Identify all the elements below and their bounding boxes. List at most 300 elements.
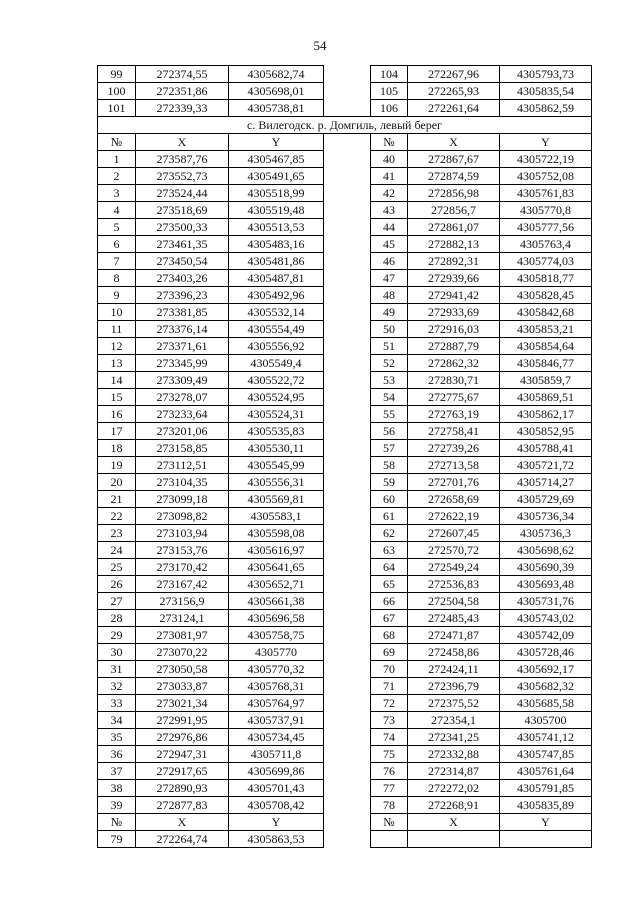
column-gap bbox=[324, 729, 371, 746]
x-coordinate-cell: 273278,07 bbox=[136, 389, 229, 406]
column-gap bbox=[324, 576, 371, 593]
x-coordinate-cell: 273524,44 bbox=[136, 185, 229, 202]
point-number-cell: 54 bbox=[371, 389, 408, 406]
table-row bbox=[98, 219, 592, 236]
x-coordinate-cell: 272272,02 bbox=[408, 780, 500, 797]
point-number-cell: 39 bbox=[98, 797, 136, 814]
x-coordinate-cell: 273587,76 bbox=[136, 151, 229, 168]
point-number-cell: 1 bbox=[98, 151, 136, 168]
x-coordinate-cell: 272374,55 bbox=[136, 66, 229, 83]
y-coordinate-cell: 4305524,95 bbox=[229, 389, 324, 406]
y-coordinate-cell: 4305487,81 bbox=[229, 270, 324, 287]
column-gap bbox=[324, 712, 371, 729]
header-row bbox=[98, 814, 592, 831]
x-coordinate-cell: 272332,88 bbox=[408, 746, 500, 763]
table-row bbox=[98, 593, 592, 610]
x-coordinate-cell: 272504,58 bbox=[408, 593, 500, 610]
x-coordinate-cell: 272701,76 bbox=[408, 474, 500, 491]
x-coordinate-cell: 272339,33 bbox=[136, 100, 229, 117]
point-number-cell: 52 bbox=[371, 355, 408, 372]
column-gap bbox=[324, 797, 371, 814]
x-coordinate-cell: 273500,33 bbox=[136, 219, 229, 236]
header-no: № bbox=[98, 814, 136, 831]
x-coordinate-cell: 272341,25 bbox=[408, 729, 500, 746]
x-coordinate-cell: 273376,14 bbox=[136, 321, 229, 338]
point-number-cell: 38 bbox=[98, 780, 136, 797]
coordinates-table bbox=[97, 65, 592, 848]
point-number-cell: 58 bbox=[371, 457, 408, 474]
point-number-cell: 49 bbox=[371, 304, 408, 321]
point-number-cell: 50 bbox=[371, 321, 408, 338]
point-number-cell: 4 bbox=[98, 202, 136, 219]
y-coordinate-cell: 4305519,48 bbox=[229, 202, 324, 219]
y-coordinate-cell: 4305556,92 bbox=[229, 338, 324, 355]
y-coordinate-cell: 4305518,99 bbox=[229, 185, 324, 202]
x-coordinate-cell: 272830,71 bbox=[408, 372, 500, 389]
y-coordinate-cell: 4305859,7 bbox=[500, 372, 592, 389]
y-coordinate-cell: 4305770 bbox=[229, 644, 324, 661]
x-coordinate-cell: 272939,66 bbox=[408, 270, 500, 287]
y-coordinate-cell: 4305698,01 bbox=[229, 83, 324, 100]
x-coordinate-cell: 272887,79 bbox=[408, 338, 500, 355]
point-number-cell: 77 bbox=[371, 780, 408, 797]
point-number-cell: 28 bbox=[98, 610, 136, 627]
point-number-cell: 76 bbox=[371, 763, 408, 780]
point-number-cell: 20 bbox=[98, 474, 136, 491]
y-coordinate-cell: 4305736,3 bbox=[500, 525, 592, 542]
y-coordinate-cell: 4305524,31 bbox=[229, 406, 324, 423]
point-number-cell: 15 bbox=[98, 389, 136, 406]
point-number-cell: 29 bbox=[98, 627, 136, 644]
header-y: Y bbox=[500, 814, 592, 831]
point-number-cell: 6 bbox=[98, 236, 136, 253]
column-gap bbox=[324, 168, 371, 185]
column-gap bbox=[324, 321, 371, 338]
x-coordinate-cell: 273403,26 bbox=[136, 270, 229, 287]
point-number-cell: 78 bbox=[371, 797, 408, 814]
table-row bbox=[98, 763, 592, 780]
table-row bbox=[98, 712, 592, 729]
column-gap bbox=[324, 83, 371, 100]
point-number-cell: 31 bbox=[98, 661, 136, 678]
column-gap bbox=[324, 763, 371, 780]
y-coordinate-cell: 4305818,77 bbox=[500, 270, 592, 287]
point-number-cell: 13 bbox=[98, 355, 136, 372]
table-row bbox=[98, 491, 592, 508]
y-coordinate-cell: 4305699,86 bbox=[229, 763, 324, 780]
point-number-cell: 59 bbox=[371, 474, 408, 491]
point-number-cell: 61 bbox=[371, 508, 408, 525]
y-coordinate-cell: 4305696,58 bbox=[229, 610, 324, 627]
x-coordinate-cell: 273081,97 bbox=[136, 627, 229, 644]
y-coordinate-cell: 4305583,1 bbox=[229, 508, 324, 525]
x-coordinate-cell: 272351,86 bbox=[136, 83, 229, 100]
column-gap bbox=[324, 474, 371, 491]
y-coordinate-cell bbox=[500, 831, 592, 848]
x-coordinate-cell: 273309,49 bbox=[136, 372, 229, 389]
table-row bbox=[98, 151, 592, 168]
column-gap bbox=[324, 831, 371, 848]
point-number-cell: 42 bbox=[371, 185, 408, 202]
point-number-cell: 48 bbox=[371, 287, 408, 304]
header-row bbox=[98, 134, 592, 151]
table-row bbox=[98, 780, 592, 797]
y-coordinate-cell: 4305736,34 bbox=[500, 508, 592, 525]
x-coordinate-cell: 272471,87 bbox=[408, 627, 500, 644]
table-row bbox=[98, 304, 592, 321]
y-coordinate-cell: 4305728,46 bbox=[500, 644, 592, 661]
x-coordinate-cell: 272892,31 bbox=[408, 253, 500, 270]
x-coordinate-cell: 273201,06 bbox=[136, 423, 229, 440]
table-row bbox=[98, 100, 592, 117]
table-row bbox=[98, 423, 592, 440]
x-coordinate-cell: 272882,13 bbox=[408, 236, 500, 253]
y-coordinate-cell: 4305535,83 bbox=[229, 423, 324, 440]
x-coordinate-cell: 272267,96 bbox=[408, 66, 500, 83]
x-coordinate-cell: 272867,67 bbox=[408, 151, 500, 168]
section-title: с. Вилегодск. р. Домгиль, левый берег bbox=[98, 117, 592, 134]
table-row bbox=[98, 168, 592, 185]
y-coordinate-cell: 4305770,8 bbox=[500, 202, 592, 219]
x-coordinate-cell: 272861,07 bbox=[408, 219, 500, 236]
point-number-cell: 25 bbox=[98, 559, 136, 576]
y-coordinate-cell: 4305685,58 bbox=[500, 695, 592, 712]
column-gap bbox=[324, 457, 371, 474]
x-coordinate-cell: 272607,45 bbox=[408, 525, 500, 542]
y-coordinate-cell: 4305530,11 bbox=[229, 440, 324, 457]
column-gap bbox=[324, 287, 371, 304]
table-row bbox=[98, 440, 592, 457]
y-coordinate-cell: 4305869,51 bbox=[500, 389, 592, 406]
y-coordinate-cell: 4305722,19 bbox=[500, 151, 592, 168]
column-gap bbox=[324, 236, 371, 253]
x-coordinate-cell: 272713,58 bbox=[408, 457, 500, 474]
table-row bbox=[98, 66, 592, 83]
column-gap bbox=[324, 423, 371, 440]
y-coordinate-cell: 4305554,49 bbox=[229, 321, 324, 338]
y-coordinate-cell: 4305549,4 bbox=[229, 355, 324, 372]
x-coordinate-cell: 273461,35 bbox=[136, 236, 229, 253]
y-coordinate-cell: 4305852,95 bbox=[500, 423, 592, 440]
y-coordinate-cell: 4305761,83 bbox=[500, 185, 592, 202]
point-number-cell: 12 bbox=[98, 338, 136, 355]
x-coordinate-cell: 272862,32 bbox=[408, 355, 500, 372]
y-coordinate-cell: 4305793,73 bbox=[500, 66, 592, 83]
y-coordinate-cell: 4305734,45 bbox=[229, 729, 324, 746]
point-number-cell: 41 bbox=[371, 168, 408, 185]
x-coordinate-cell: 273167,42 bbox=[136, 576, 229, 593]
table-row bbox=[98, 525, 592, 542]
point-number-cell: 43 bbox=[371, 202, 408, 219]
y-coordinate-cell: 4305598,08 bbox=[229, 525, 324, 542]
point-number-cell: 36 bbox=[98, 746, 136, 763]
point-number-cell: 51 bbox=[371, 338, 408, 355]
header-y: Y bbox=[229, 814, 324, 831]
x-coordinate-cell: 272658,69 bbox=[408, 491, 500, 508]
y-coordinate-cell: 4305763,4 bbox=[500, 236, 592, 253]
point-number-cell: 55 bbox=[371, 406, 408, 423]
point-number-cell: 9 bbox=[98, 287, 136, 304]
point-number-cell: 18 bbox=[98, 440, 136, 457]
x-coordinate-cell: 273158,85 bbox=[136, 440, 229, 457]
y-coordinate-cell: 4305729,69 bbox=[500, 491, 592, 508]
table-row bbox=[98, 746, 592, 763]
y-coordinate-cell: 4305708,42 bbox=[229, 797, 324, 814]
y-coordinate-cell: 4305693,48 bbox=[500, 576, 592, 593]
x-coordinate-cell: 272265,93 bbox=[408, 83, 500, 100]
y-coordinate-cell: 4305770,32 bbox=[229, 661, 324, 678]
y-coordinate-cell: 4305711,8 bbox=[229, 746, 324, 763]
x-coordinate-cell: 272458,86 bbox=[408, 644, 500, 661]
column-gap bbox=[324, 202, 371, 219]
x-coordinate-cell: 273099,18 bbox=[136, 491, 229, 508]
x-coordinate-cell: 273170,42 bbox=[136, 559, 229, 576]
y-coordinate-cell: 4305752,08 bbox=[500, 168, 592, 185]
table-row bbox=[98, 559, 592, 576]
table-row bbox=[98, 338, 592, 355]
table-row bbox=[98, 627, 592, 644]
point-number-cell: 26 bbox=[98, 576, 136, 593]
table-row bbox=[98, 508, 592, 525]
column-gap bbox=[324, 253, 371, 270]
column-gap bbox=[324, 66, 371, 83]
column-gap bbox=[324, 151, 371, 168]
point-number-cell: 73 bbox=[371, 712, 408, 729]
point-number-cell: 32 bbox=[98, 678, 136, 695]
x-coordinate-cell: 272375,52 bbox=[408, 695, 500, 712]
y-coordinate-cell: 4305862,59 bbox=[500, 100, 592, 117]
point-number-cell: 99 bbox=[98, 66, 136, 83]
x-coordinate-cell: 273345,99 bbox=[136, 355, 229, 372]
x-coordinate-cell: 272622,19 bbox=[408, 508, 500, 525]
x-coordinate-cell: 272991,95 bbox=[136, 712, 229, 729]
column-gap bbox=[324, 270, 371, 287]
column-gap bbox=[324, 780, 371, 797]
y-coordinate-cell: 4305698,62 bbox=[500, 542, 592, 559]
point-number-cell: 16 bbox=[98, 406, 136, 423]
x-coordinate-cell: 273070,22 bbox=[136, 644, 229, 661]
point-number-cell: 40 bbox=[371, 151, 408, 168]
y-coordinate-cell: 4305835,89 bbox=[500, 797, 592, 814]
y-coordinate-cell: 4305737,91 bbox=[229, 712, 324, 729]
y-coordinate-cell: 4305700 bbox=[500, 712, 592, 729]
table-row bbox=[98, 355, 592, 372]
point-number-cell: 7 bbox=[98, 253, 136, 270]
header-no: № bbox=[371, 814, 408, 831]
x-coordinate-cell: 272916,03 bbox=[408, 321, 500, 338]
x-coordinate-cell bbox=[408, 831, 500, 848]
x-coordinate-cell: 272268,91 bbox=[408, 797, 500, 814]
point-number-cell: 23 bbox=[98, 525, 136, 542]
table-row bbox=[98, 372, 592, 389]
point-number-cell: 72 bbox=[371, 695, 408, 712]
header-x: X bbox=[408, 134, 500, 151]
column-gap bbox=[324, 695, 371, 712]
point-number-cell: 75 bbox=[371, 746, 408, 763]
y-coordinate-cell: 4305788,41 bbox=[500, 440, 592, 457]
column-gap bbox=[324, 746, 371, 763]
column-gap bbox=[324, 304, 371, 321]
x-coordinate-cell: 273450,54 bbox=[136, 253, 229, 270]
x-coordinate-cell: 273518,69 bbox=[136, 202, 229, 219]
point-number-cell: 27 bbox=[98, 593, 136, 610]
table-row bbox=[98, 610, 592, 627]
point-number-cell: 57 bbox=[371, 440, 408, 457]
x-coordinate-cell: 272947,31 bbox=[136, 746, 229, 763]
column-gap bbox=[324, 542, 371, 559]
column-gap bbox=[324, 644, 371, 661]
point-number-cell: 47 bbox=[371, 270, 408, 287]
y-coordinate-cell: 4305545,99 bbox=[229, 457, 324, 474]
column-gap bbox=[324, 355, 371, 372]
x-coordinate-cell: 273396,23 bbox=[136, 287, 229, 304]
y-coordinate-cell: 4305742,09 bbox=[500, 627, 592, 644]
column-gap bbox=[324, 185, 371, 202]
point-number-cell: 104 bbox=[371, 66, 408, 83]
x-coordinate-cell: 272536,83 bbox=[408, 576, 500, 593]
y-coordinate-cell: 4305491,65 bbox=[229, 168, 324, 185]
point-number-cell: 63 bbox=[371, 542, 408, 559]
y-coordinate-cell: 4305743,02 bbox=[500, 610, 592, 627]
point-number-cell: 69 bbox=[371, 644, 408, 661]
point-number-cell: 101 bbox=[98, 100, 136, 117]
x-coordinate-cell: 272941,42 bbox=[408, 287, 500, 304]
point-number-cell: 45 bbox=[371, 236, 408, 253]
y-coordinate-cell: 4305764,97 bbox=[229, 695, 324, 712]
x-coordinate-cell: 272917,65 bbox=[136, 763, 229, 780]
x-coordinate-cell: 273033,87 bbox=[136, 678, 229, 695]
header-no: № bbox=[98, 134, 136, 151]
header-x: X bbox=[136, 814, 229, 831]
column-gap bbox=[324, 593, 371, 610]
point-number-cell: 22 bbox=[98, 508, 136, 525]
y-coordinate-cell: 4305828,45 bbox=[500, 287, 592, 304]
y-coordinate-cell: 4305483,16 bbox=[229, 236, 324, 253]
x-coordinate-cell: 272261,64 bbox=[408, 100, 500, 117]
point-number-cell: 65 bbox=[371, 576, 408, 593]
point-number-cell: 46 bbox=[371, 253, 408, 270]
x-coordinate-cell: 272933,69 bbox=[408, 304, 500, 321]
y-coordinate-cell: 4305532,14 bbox=[229, 304, 324, 321]
point-number-cell: 100 bbox=[98, 83, 136, 100]
x-coordinate-cell: 273098,82 bbox=[136, 508, 229, 525]
y-coordinate-cell: 4305467,85 bbox=[229, 151, 324, 168]
y-coordinate-cell: 4305842,68 bbox=[500, 304, 592, 321]
x-coordinate-cell: 272775,67 bbox=[408, 389, 500, 406]
point-number-cell: 106 bbox=[371, 100, 408, 117]
point-number-cell bbox=[371, 831, 408, 848]
column-gap bbox=[324, 338, 371, 355]
point-number-cell: 19 bbox=[98, 457, 136, 474]
x-coordinate-cell: 272758,41 bbox=[408, 423, 500, 440]
point-number-cell: 11 bbox=[98, 321, 136, 338]
point-number-cell: 70 bbox=[371, 661, 408, 678]
x-coordinate-cell: 273233,64 bbox=[136, 406, 229, 423]
point-number-cell: 5 bbox=[98, 219, 136, 236]
x-coordinate-cell: 273112,51 bbox=[136, 457, 229, 474]
point-number-cell: 68 bbox=[371, 627, 408, 644]
table-row bbox=[98, 202, 592, 219]
point-number-cell: 60 bbox=[371, 491, 408, 508]
x-coordinate-cell: 272856,7 bbox=[408, 202, 500, 219]
table-row bbox=[98, 406, 592, 423]
section-title-row bbox=[98, 117, 592, 134]
x-coordinate-cell: 272874,59 bbox=[408, 168, 500, 185]
table-row bbox=[98, 831, 592, 848]
point-number-cell: 37 bbox=[98, 763, 136, 780]
column-gap bbox=[324, 678, 371, 695]
point-number-cell: 66 bbox=[371, 593, 408, 610]
y-coordinate-cell: 4305714,27 bbox=[500, 474, 592, 491]
point-number-cell: 3 bbox=[98, 185, 136, 202]
header-y: Y bbox=[229, 134, 324, 151]
y-coordinate-cell: 4305522,72 bbox=[229, 372, 324, 389]
table-row bbox=[98, 729, 592, 746]
table-row bbox=[98, 695, 592, 712]
column-gap bbox=[324, 372, 371, 389]
column-gap bbox=[324, 389, 371, 406]
point-number-cell: 17 bbox=[98, 423, 136, 440]
y-coordinate-cell: 4305862,17 bbox=[500, 406, 592, 423]
table-row bbox=[98, 287, 592, 304]
y-coordinate-cell: 4305758,75 bbox=[229, 627, 324, 644]
x-coordinate-cell: 272856,98 bbox=[408, 185, 500, 202]
point-number-cell: 21 bbox=[98, 491, 136, 508]
point-number-cell: 79 bbox=[98, 831, 136, 848]
y-coordinate-cell: 4305569,81 bbox=[229, 491, 324, 508]
y-coordinate-cell: 4305738,81 bbox=[229, 100, 324, 117]
table-row bbox=[98, 83, 592, 100]
column-gap bbox=[324, 525, 371, 542]
y-coordinate-cell: 4305863,53 bbox=[229, 831, 324, 848]
point-number-cell: 56 bbox=[371, 423, 408, 440]
x-coordinate-cell: 272549,24 bbox=[408, 559, 500, 576]
header-no: № bbox=[371, 134, 408, 151]
x-coordinate-cell: 273153,76 bbox=[136, 542, 229, 559]
column-gap bbox=[324, 406, 371, 423]
y-coordinate-cell: 4305854,64 bbox=[500, 338, 592, 355]
x-coordinate-cell: 272264,74 bbox=[136, 831, 229, 848]
x-coordinate-cell: 273021,34 bbox=[136, 695, 229, 712]
point-number-cell: 67 bbox=[371, 610, 408, 627]
table-row bbox=[98, 474, 592, 491]
x-coordinate-cell: 272877,83 bbox=[136, 797, 229, 814]
x-coordinate-cell: 272976,86 bbox=[136, 729, 229, 746]
point-number-cell: 33 bbox=[98, 695, 136, 712]
column-gap bbox=[324, 491, 371, 508]
y-coordinate-cell: 4305791,85 bbox=[500, 780, 592, 797]
y-coordinate-cell: 4305741,12 bbox=[500, 729, 592, 746]
table-row bbox=[98, 678, 592, 695]
x-coordinate-cell: 272314,87 bbox=[408, 763, 500, 780]
x-coordinate-cell: 273124,1 bbox=[136, 610, 229, 627]
x-coordinate-cell: 273371,61 bbox=[136, 338, 229, 355]
y-coordinate-cell: 4305690,39 bbox=[500, 559, 592, 576]
y-coordinate-cell: 4305721,72 bbox=[500, 457, 592, 474]
y-coordinate-cell: 4305835,54 bbox=[500, 83, 592, 100]
y-coordinate-cell: 4305747,85 bbox=[500, 746, 592, 763]
table-row bbox=[98, 185, 592, 202]
y-coordinate-cell: 4305481,86 bbox=[229, 253, 324, 270]
x-coordinate-cell: 272890,93 bbox=[136, 780, 229, 797]
y-coordinate-cell: 4305777,56 bbox=[500, 219, 592, 236]
y-coordinate-cell: 4305682,74 bbox=[229, 66, 324, 83]
y-coordinate-cell: 4305652,71 bbox=[229, 576, 324, 593]
y-coordinate-cell: 4305701,43 bbox=[229, 780, 324, 797]
point-number-cell: 2 bbox=[98, 168, 136, 185]
x-coordinate-cell: 273156,9 bbox=[136, 593, 229, 610]
x-coordinate-cell: 273104,35 bbox=[136, 474, 229, 491]
